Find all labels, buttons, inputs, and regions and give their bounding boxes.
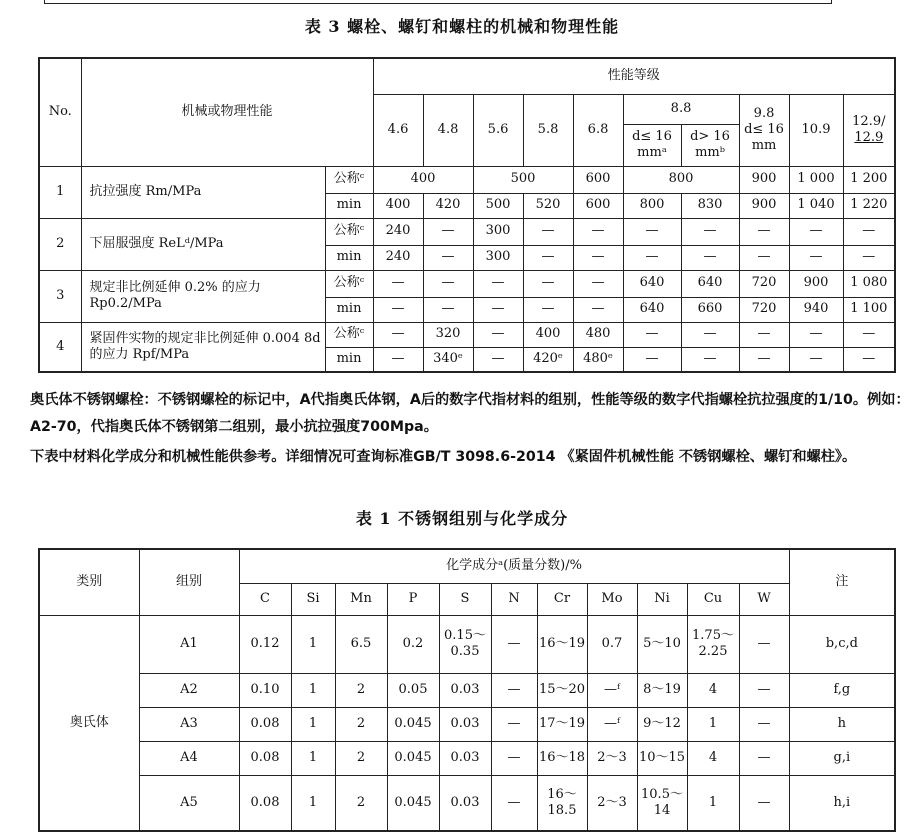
value-cell: 1 100 <box>843 297 895 322</box>
value-cell: — <box>739 673 789 707</box>
note-cell: f,g <box>789 673 895 707</box>
group-cell: A4 <box>139 741 239 775</box>
grade-88-large: d> 16 mmᵇ <box>681 124 739 166</box>
value-cell: 300 <box>473 218 523 245</box>
note-cell: h <box>789 707 895 741</box>
value-cell: 500 <box>473 166 573 193</box>
value-cell: — <box>681 347 739 372</box>
header-category: 类别 <box>39 549 139 615</box>
mechanical-properties-table <box>38 57 896 373</box>
value-cell: — <box>739 741 789 775</box>
value-cell: 0.08 <box>239 775 291 831</box>
value-cell: 2 <box>335 707 387 741</box>
value-cell: 16～18 <box>537 741 587 775</box>
value-cell: — <box>739 615 789 673</box>
value-cell: 0.05 <box>387 673 439 707</box>
value-cell: 420ᵉ <box>523 347 573 372</box>
value-cell: — <box>739 245 789 270</box>
value-cell: — <box>373 297 423 322</box>
value-cell: 640 <box>623 270 681 297</box>
value-cell: — <box>739 347 789 372</box>
value-cell: 5～10 <box>637 615 687 673</box>
element-header: S <box>439 583 491 615</box>
value-cell: 9～12 <box>637 707 687 741</box>
value-cell: 420 <box>423 193 473 218</box>
value-cell: — <box>523 297 573 322</box>
value-cell: 640 <box>681 270 739 297</box>
value-cell: — <box>739 218 789 245</box>
value-cell: — <box>789 347 843 372</box>
value-cell: — <box>843 245 895 270</box>
value-cell: — <box>843 218 895 245</box>
element-header: Ni <box>637 583 687 615</box>
row-no: 2 <box>39 218 81 270</box>
value-cell: 640 <box>623 297 681 322</box>
table3-caption: 表 3 螺栓、螺钉和螺柱的机械和物理性能 <box>304 17 620 36</box>
value-cell: 400 <box>373 193 423 218</box>
value-cell: 480ᵉ <box>573 347 623 372</box>
value-cell: 4 <box>687 741 739 775</box>
value-cell: — <box>473 270 523 297</box>
value-cell: — <box>491 741 537 775</box>
grade-129-underlined: 12.9 <box>854 130 884 145</box>
chemical-composition-table <box>38 548 896 832</box>
value-cell: 1 <box>687 707 739 741</box>
austenitic-explanation-paragraph: 奥氏体不锈钢螺栓：不锈钢螺栓的标记中，A代指奥氏体钢，A后的数字代指材料的组别，性能等级的数字代指螺栓抗拉强度的1/10。例如：A2-70，代指奥氏体不锈钢第二组别，最小抗拉强度700Mpa。 <box>30 392 910 435</box>
grade-cell: 5.8 <box>523 94 573 166</box>
row-no: 1 <box>39 166 81 218</box>
value-cell: — <box>491 615 537 673</box>
header-chemical-composition: 化学成分ᵃ(质量分数)/% <box>239 549 789 583</box>
value-cell: 900 <box>789 270 843 297</box>
value-cell: 500 <box>473 193 523 218</box>
grade-98: 9.8 <box>753 105 775 121</box>
min-label: min <box>325 297 373 322</box>
header-property: 机械或物理性能 <box>81 58 373 166</box>
value-cell: 0.03 <box>439 775 491 831</box>
group-cell: A2 <box>139 673 239 707</box>
value-cell: — <box>623 218 681 245</box>
grade-cell: 5.6 <box>473 94 523 166</box>
value-cell: 480 <box>573 322 623 347</box>
value-cell: 2～3 <box>587 775 637 831</box>
element-header: W <box>739 583 789 615</box>
group-cell: A1 <box>139 615 239 673</box>
value-cell: 0.03 <box>439 673 491 707</box>
value-cell: — <box>739 707 789 741</box>
element-header: Cu <box>687 583 739 615</box>
value-cell: 1 <box>291 707 335 741</box>
value-cell: 4 <box>687 673 739 707</box>
nominal-label: 公称ᶜ <box>325 322 373 347</box>
value-cell: 8～19 <box>637 673 687 707</box>
grade-cell: 6.8 <box>573 94 623 166</box>
reference-paragraph: 下表中材料化学成分和机械性能供参考。详细情况可查询标准GB/T 3098.6-2014 《紧固件机械性能 不锈钢螺栓、螺钉和螺柱》。 <box>30 449 857 465</box>
value-cell: 0.15～0.35 <box>439 615 491 673</box>
value-cell: — <box>523 270 573 297</box>
note-cell: b,c,d <box>789 615 895 673</box>
element-header: Cr <box>537 583 587 615</box>
grade-98-sub: d≤ 16 mm <box>744 121 784 154</box>
value-cell: — <box>523 218 573 245</box>
table1-caption: 表 1 不锈钢组别与化学成分 <box>355 509 569 528</box>
value-cell: 0.045 <box>387 741 439 775</box>
value-cell: 0.03 <box>439 707 491 741</box>
value-cell: — <box>739 775 789 831</box>
value-cell: 1.75～2.25 <box>687 615 739 673</box>
value-cell: — <box>573 245 623 270</box>
property-name: 下屈服强度 ReLᵈ/MPa <box>81 218 325 270</box>
value-cell: — <box>523 245 573 270</box>
top-table-border <box>44 0 832 4</box>
value-cell: — <box>573 270 623 297</box>
value-cell: 10.5～14 <box>637 775 687 831</box>
value-cell: 2 <box>335 741 387 775</box>
value-cell: 0.08 <box>239 741 291 775</box>
property-name: 规定非比例延伸 0.2% 的应力 Rp0.2/MPa <box>81 270 325 322</box>
value-cell: 340ᵉ <box>423 347 473 372</box>
value-cell: 0.7 <box>587 615 637 673</box>
value-cell: — <box>681 218 739 245</box>
value-cell: 1 <box>687 775 739 831</box>
value-cell: 1 080 <box>843 270 895 297</box>
element-header: Si <box>291 583 335 615</box>
value-cell: 0.03 <box>439 741 491 775</box>
value-cell: 0.08 <box>239 707 291 741</box>
value-cell: 320 <box>423 322 473 347</box>
value-cell: 10～15 <box>637 741 687 775</box>
value-cell: 1 <box>291 673 335 707</box>
value-cell: 1 <box>291 775 335 831</box>
value-cell: 900 <box>739 166 789 193</box>
value-cell: 2 <box>335 775 387 831</box>
value-cell: 1 200 <box>843 166 895 193</box>
value-cell: 2～3 <box>587 741 637 775</box>
element-header: Mn <box>335 583 387 615</box>
value-cell: 16～18.5 <box>537 775 587 831</box>
value-cell: 1 <box>291 615 335 673</box>
grade-129: 12.9/ <box>852 113 886 129</box>
header-note: 注 <box>789 549 895 615</box>
value-cell: — <box>681 245 739 270</box>
value-cell: — <box>423 245 473 270</box>
value-cell: — <box>573 218 623 245</box>
value-cell: — <box>623 347 681 372</box>
value-cell: 660 <box>681 297 739 322</box>
value-cell: — <box>623 322 681 347</box>
value-cell: 15～20 <box>537 673 587 707</box>
min-label: min <box>325 193 373 218</box>
value-cell: 600 <box>573 193 623 218</box>
value-cell: — <box>843 347 895 372</box>
value-cell: —ᶠ <box>587 707 637 741</box>
value-cell: — <box>491 775 537 831</box>
value-cell: 16～19 <box>537 615 587 673</box>
nominal-label: 公称ᶜ <box>325 270 373 297</box>
value-cell: 17～19 <box>537 707 587 741</box>
value-cell: 720 <box>739 297 789 322</box>
value-cell: — <box>423 270 473 297</box>
value-cell: — <box>789 218 843 245</box>
value-cell: — <box>373 347 423 372</box>
value-cell: 2 <box>335 673 387 707</box>
value-cell: 800 <box>623 193 681 218</box>
value-cell: 300 <box>473 245 523 270</box>
value-cell: — <box>491 707 537 741</box>
value-cell: 6.5 <box>335 615 387 673</box>
grade-cell: 4.6 <box>373 94 423 166</box>
grade-88-small: d≤ 16 mmᵃ <box>623 124 681 166</box>
nominal-label: 公称ᶜ <box>325 218 373 245</box>
value-cell: 1 000 <box>789 166 843 193</box>
value-cell: — <box>473 347 523 372</box>
grade-cell: 4.8 <box>423 94 473 166</box>
value-cell: — <box>573 297 623 322</box>
value-cell: — <box>789 322 843 347</box>
value-cell: — <box>473 322 523 347</box>
nominal-label: 公称ᶜ <box>325 166 373 193</box>
value-cell: 800 <box>623 166 739 193</box>
header-no: No. <box>39 58 81 166</box>
value-cell: 1 040 <box>789 193 843 218</box>
value-cell: 900 <box>739 193 789 218</box>
value-cell: — <box>739 322 789 347</box>
value-cell: 830 <box>681 193 739 218</box>
element-header: Mo <box>587 583 637 615</box>
header-group: 组别 <box>139 549 239 615</box>
value-cell: — <box>423 297 473 322</box>
value-cell: — <box>843 322 895 347</box>
value-cell: — <box>373 270 423 297</box>
value-cell: — <box>423 218 473 245</box>
note-cell: h,i <box>789 775 895 831</box>
element-header: N <box>491 583 537 615</box>
element-header: C <box>239 583 291 615</box>
value-cell: — <box>681 322 739 347</box>
grade-cell: 8.8 <box>623 94 739 124</box>
note-cell: g,i <box>789 741 895 775</box>
row-no: 4 <box>39 322 81 372</box>
value-cell: — <box>373 322 423 347</box>
group-cell: A5 <box>139 775 239 831</box>
value-cell: — <box>473 297 523 322</box>
header-grade: 性能等级 <box>373 58 895 94</box>
value-cell: 940 <box>789 297 843 322</box>
value-cell: 520 <box>523 193 573 218</box>
value-cell: 0.2 <box>387 615 439 673</box>
value-cell: 600 <box>573 166 623 193</box>
category-austenitic: 奥氏体 <box>39 615 139 831</box>
value-cell: — <box>789 245 843 270</box>
row-no: 3 <box>39 270 81 322</box>
value-cell: 1 <box>291 741 335 775</box>
property-name: 紧固件实物的规定非比例延伸 0.004 8d 的应力 Rpf/MPa <box>81 322 325 372</box>
grade-cell: 10.9 <box>789 94 843 166</box>
min-label: min <box>325 245 373 270</box>
value-cell: — <box>491 673 537 707</box>
group-cell: A3 <box>139 707 239 741</box>
value-cell: —ᶠ <box>587 673 637 707</box>
value-cell: 0.10 <box>239 673 291 707</box>
value-cell: 0.12 <box>239 615 291 673</box>
value-cell: 1 220 <box>843 193 895 218</box>
grade-cell <box>739 94 789 166</box>
value-cell: 400 <box>523 322 573 347</box>
value-cell: 240 <box>373 245 423 270</box>
value-cell: — <box>623 245 681 270</box>
value-cell: 240 <box>373 218 423 245</box>
value-cell: 0.045 <box>387 775 439 831</box>
value-cell: 0.045 <box>387 707 439 741</box>
element-header: P <box>387 583 439 615</box>
property-name: 抗拉强度 Rm/MPa <box>81 166 325 218</box>
min-label: min <box>325 347 373 372</box>
value-cell: 400 <box>373 166 473 193</box>
grade-cell <box>843 94 895 166</box>
value-cell: 720 <box>739 270 789 297</box>
